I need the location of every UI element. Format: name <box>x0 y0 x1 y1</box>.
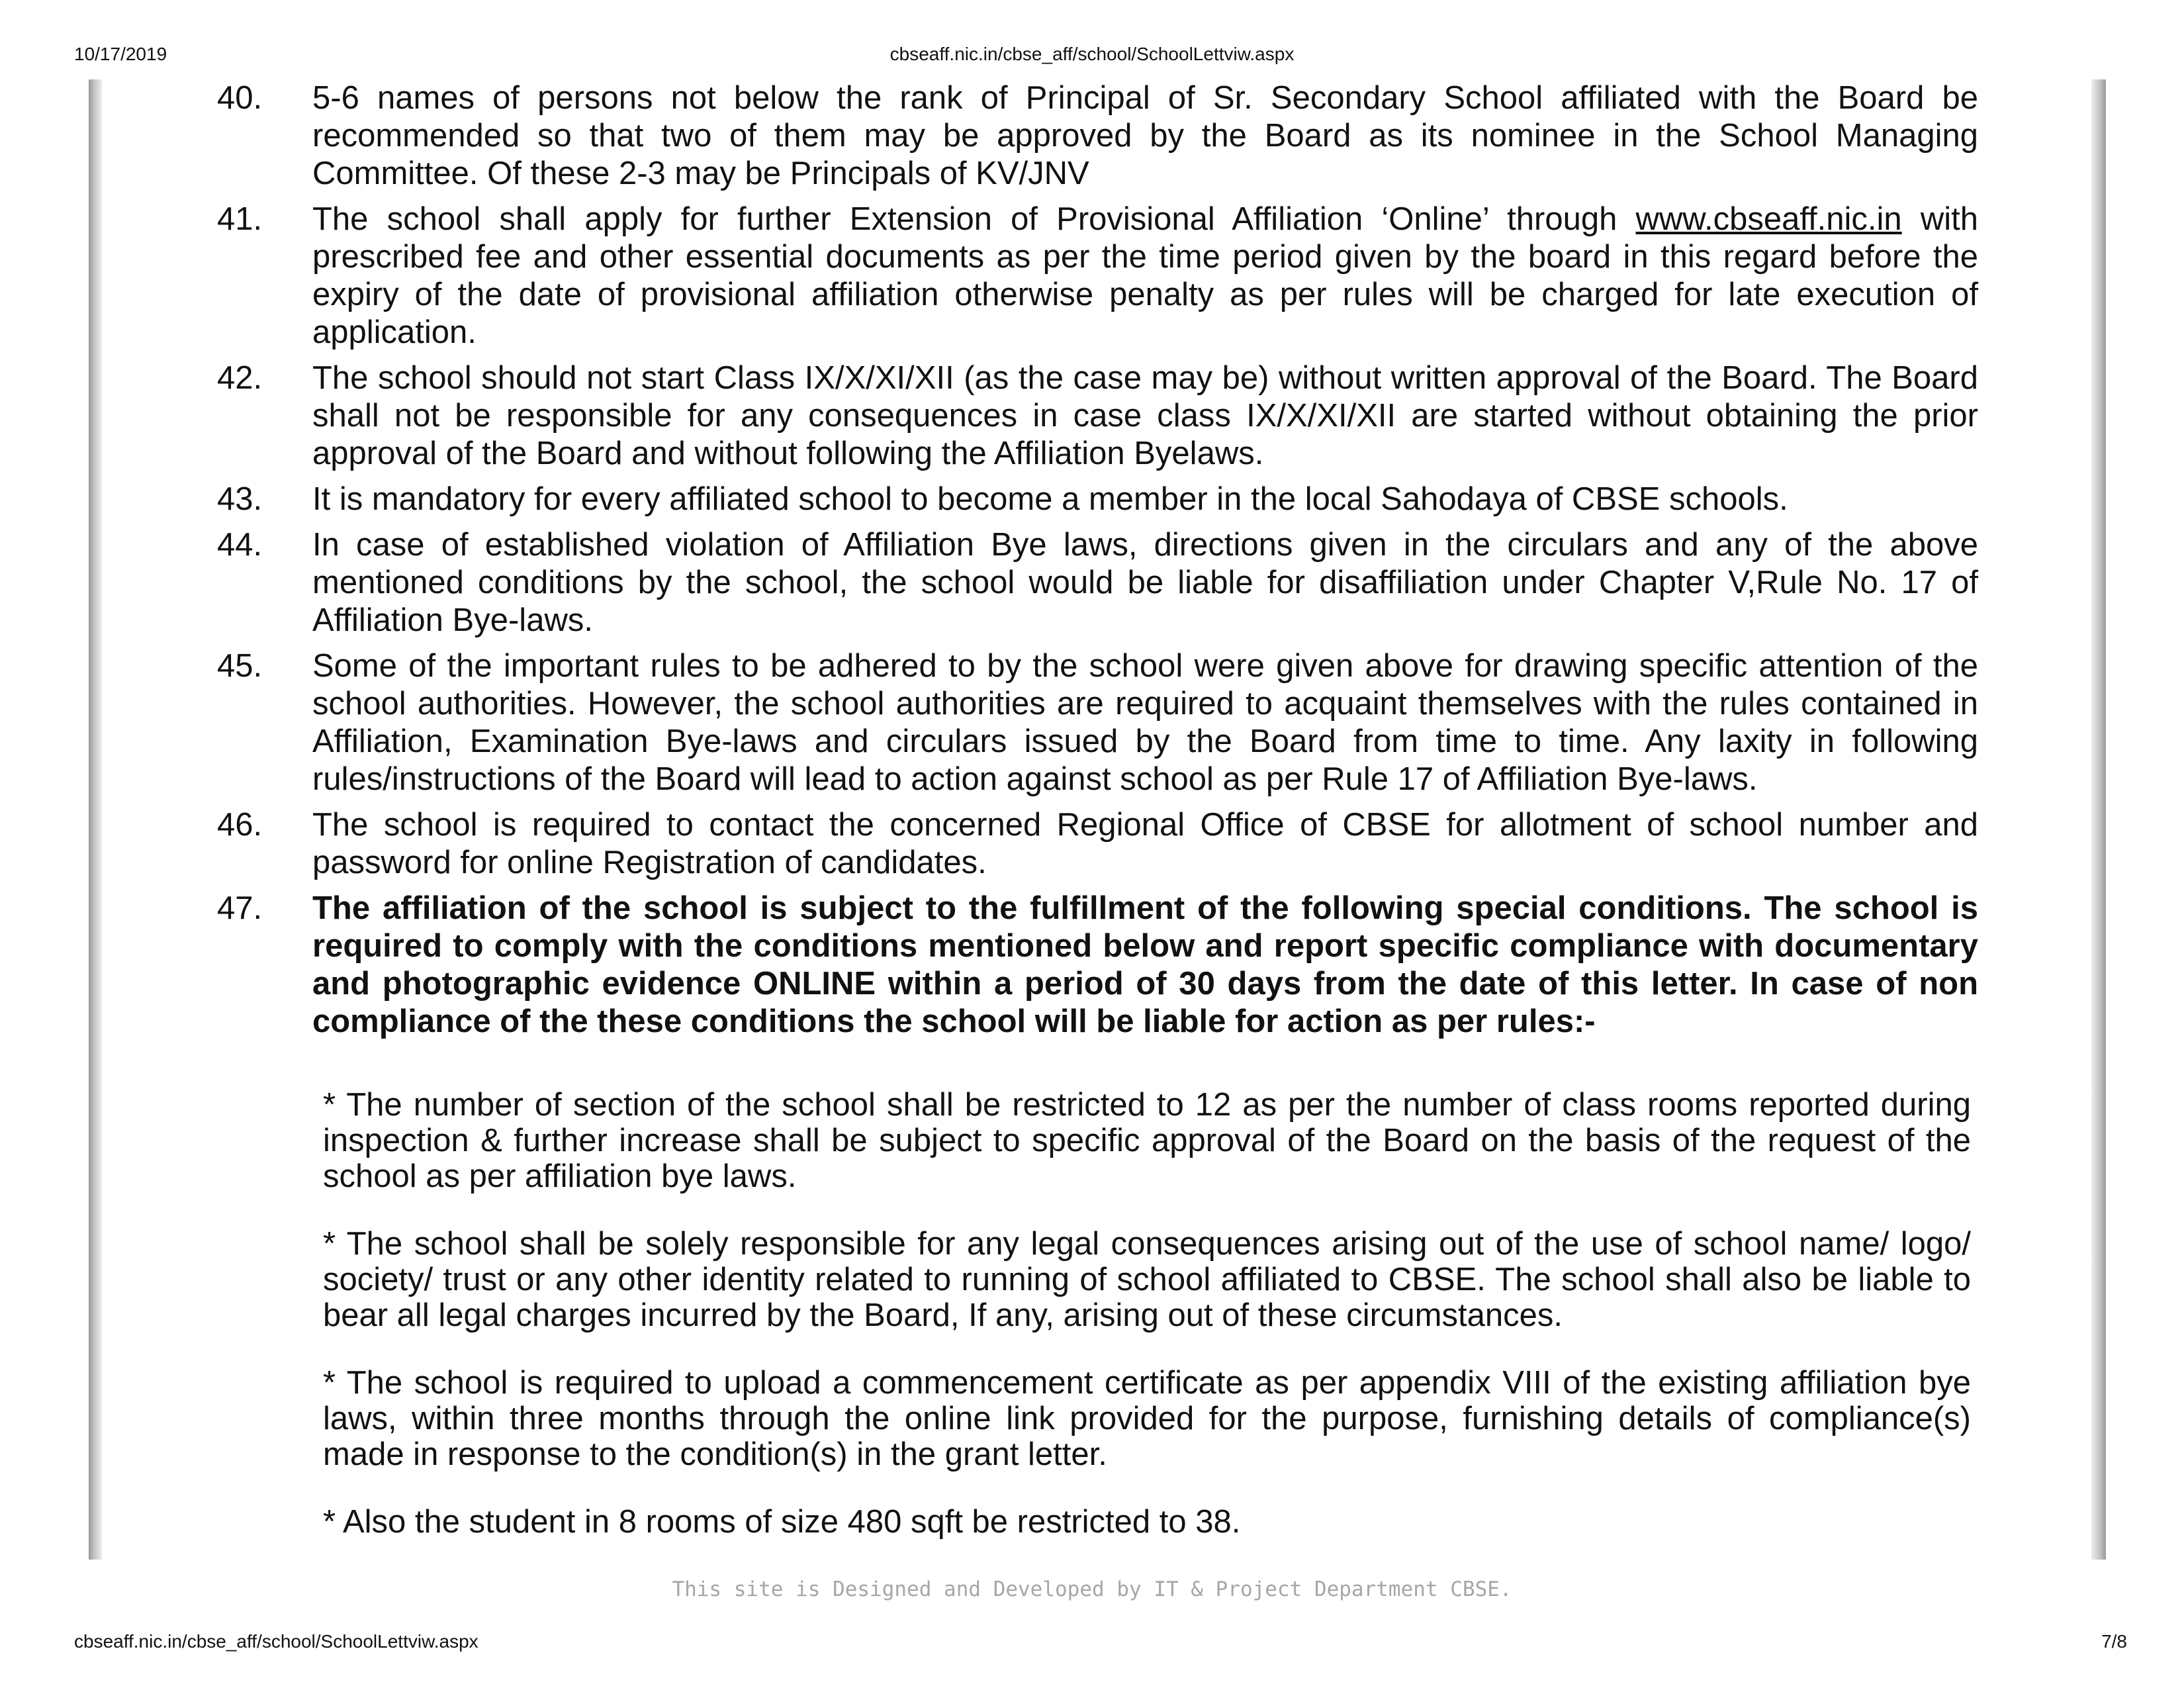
special-condition-item: * The school shall be solely responsible for any legal consequences arising out of the use of school name/ logo/ society/ trust or any other identity related to running of school affiliated to CBSE. The school shall also be liable to bear all legal charges incurred by the Board, If any, arising out of these circumstances. <box>323 1226 1971 1333</box>
clause-number: 40. <box>217 80 263 116</box>
clause-42 <box>113 359 1978 473</box>
clause-text: It is mandatory for every affiliated school to become a member in the local Sahodaya of CBSE schools. <box>312 481 1788 517</box>
print-footer-url: cbseaff.nic.in/cbse_aff/school/SchoolLettviw.aspx <box>74 1631 478 1652</box>
clause-45 <box>113 647 1978 798</box>
clause-text: The school should not start Class IX/X/XI/XII (as the case may be) without written approval of the Board. The Board shall not be responsible for any consequences in case class IX/X/XI/XII are started without obtaining the prior approval of the Board and without following the Affiliation Byelaws. <box>312 360 1978 471</box>
clause-text: The school is required to contact the concerned Regional Office of CBSE for allotment of school number and password for online Registration of candidates. <box>312 807 1978 880</box>
clause-text: 5-6 names of persons not below the rank of Principal of Sr. Secondary School affiliated with the Board be recommended so that two of them may be approved by the Board as its nominee in the School Managing Committee. Of these 2-3 may be Principals of KV/JNV <box>312 80 1978 191</box>
clause-number: 45. <box>217 648 263 684</box>
special-condition-item: * Also the student in 8 rooms of size 480 sqft be restricted to 38. <box>323 1504 1241 1540</box>
page-frame-right-border <box>2091 79 2106 1560</box>
clause-text: In case of established violation of Affiliation Bye laws, directions given in the circulars and any of the above mentioned conditions by the school, the school would be liable for disaffiliation under Chapter V,Rule No. 17 of Affiliation Bye-laws. <box>312 527 1978 638</box>
clause-41 <box>113 201 1978 352</box>
clause-text-before-link: The school shall apply for further Extension of Provisional Affiliation ‘Online’ through <box>312 201 1636 237</box>
clause-number: 41. <box>217 201 263 237</box>
clause-text: Some of the important rules to be adhered to by the school were given above for drawing specific attention of the school authorities. However, the school authorities are required to acquaint themselves with the rules contained in Affiliation, Examination Bye-laws and circulars issued by the Board from time to time. Any laxity in following rules/instructions of the Board will lead to action against school as per Rule 17 of Affiliation Bye-laws. <box>312 648 1978 797</box>
special-condition-item: * The school is required to upload a commencement certificate as per appendix VIII of the existing affiliation bye laws, within three months through the online link provided for the purpose, furnishing details of compliance(s) made in response to the condition(s) in the grant letter. <box>323 1365 1971 1472</box>
clause-number: 44. <box>217 527 263 563</box>
clause-43 <box>113 481 1966 518</box>
page-number: 7/8 <box>2101 1631 2127 1652</box>
clause-number: 47. <box>217 890 263 926</box>
letter-body <box>113 79 1978 1049</box>
clause-number: 43. <box>217 481 263 517</box>
page-frame-left-border <box>89 79 102 1560</box>
clause-text <box>312 201 1978 352</box>
special-conditions-intro: The affiliation of the school is subject to the fulfillment of the following special conditions. The school is required to comply with the conditions mentioned below and report specific compliance with documentary and photographic evidence ONLINE within a period of 30 days from the date of this letter. In case of non compliance of the these conditions the school will be liable for action as per rules:- <box>312 890 1978 1039</box>
special-conditions-list <box>323 1087 1971 1571</box>
special-condition-item: * The number of section of the school shall be restricted to 12 as per the number of class rooms reported during inspection & further increase shall be subject to specific approval of the Board on the basis of the request of the school as per affiliation bye laws. <box>323 1087 1971 1194</box>
clause-47 <box>113 890 1978 1041</box>
clause-40 <box>113 79 1978 193</box>
clause-number: 46. <box>217 807 263 843</box>
print-date: 10/17/2019 <box>74 44 167 64</box>
clause-44 <box>113 526 1978 639</box>
print-header-url: cbseaff.nic.in/cbse_aff/school/SchoolLettviw.aspx <box>889 44 1295 64</box>
clause-number: 42. <box>217 360 263 396</box>
site-credit: This site is Designed and Developed by IT & Project Department CBSE. <box>672 1577 1512 1601</box>
clause-46 <box>113 806 1978 882</box>
cbseaff-website-link[interactable]: www.cbseaff.nic.in <box>1635 201 1902 237</box>
clause-text-after-link: with prescribed fee and other essential documents as per the time period given by the board in this regard before the expiry of the date of provisional affiliation otherwise penalty as per rules will be charged for late execution of application. <box>312 201 1978 350</box>
